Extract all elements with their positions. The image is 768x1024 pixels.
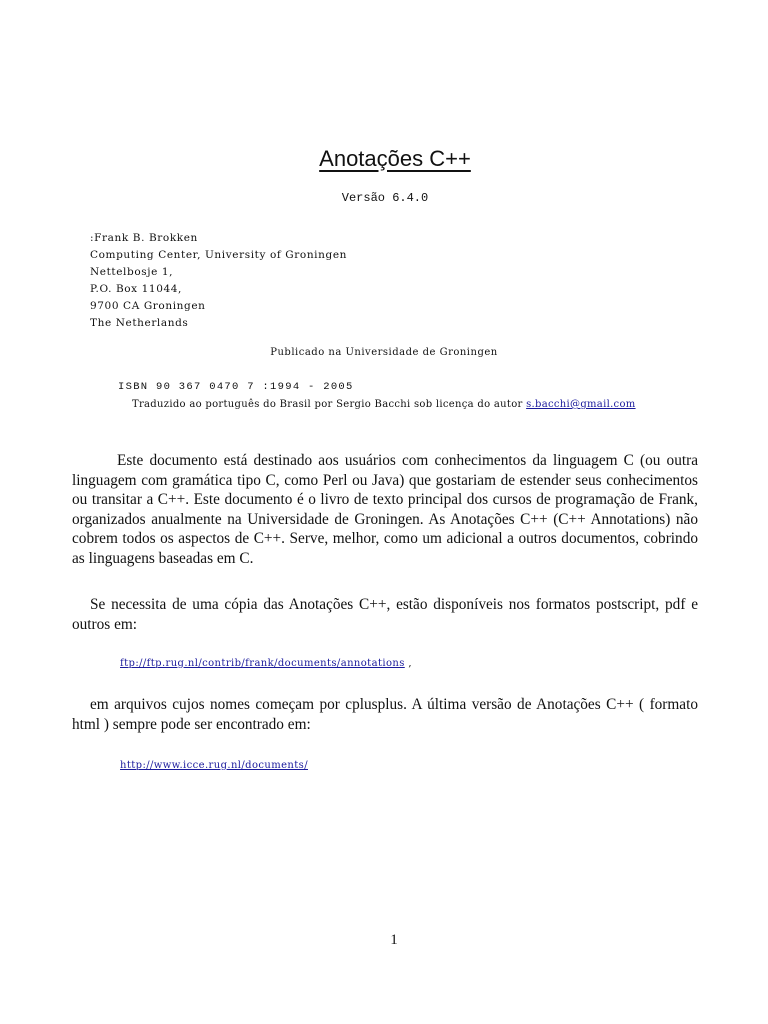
latest-version-paragraph: em arquivos cujos nomes começam por cplusplus. A última versão de Anotações C++ ( formato html ) sempre pode ser encontrado em: bbox=[72, 696, 698, 733]
intro-paragraph: Este documento está destinado aos usuários com conhecimentos da linguagem C (ou outra linguagem com gramática tipo C, como Perl ou Java) que gostariam de estender seus conhecimentos ou transitar a C++. Este documento é o livro de texto principal dos cursos de programação de Frank, organizados anualmente na Universidade de Groningen. As Anotações C++ (C++ Annotations) não cobrem todos os aspectos de C++. Serve, melhor, como um adicional a outros documentos, cobrindo as linguagens baseadas em C. bbox=[72, 452, 698, 567]
author-address-block bbox=[90, 230, 347, 332]
author-po-box: P.O. Box 11044, bbox=[90, 283, 182, 295]
page-number: 1 bbox=[390, 932, 398, 948]
author-street: Nettelbosje 1, bbox=[90, 266, 174, 278]
translator-email-link[interactable]: s.bacchi@gmail.com bbox=[526, 399, 636, 410]
ftp-link[interactable]: ftp://ftp.rug.nl/contrib/frank/documents/annotations bbox=[120, 658, 405, 669]
translation-text: Traduzido ao português do Brasil por Sergio Bacchi sob licença do autor bbox=[132, 399, 527, 410]
ftp-link-line bbox=[120, 658, 412, 669]
availability-paragraph: Se necessita de uma cópia das Anotações C++, estão disponíveis nos formatos postscript, pdf e outros em: bbox=[72, 596, 698, 633]
version-label: Versão 6.4.0 bbox=[341, 191, 429, 205]
document-title: Anotações C++ bbox=[319, 146, 471, 171]
translation-credit bbox=[132, 399, 636, 410]
ftp-link-suffix: , bbox=[404, 658, 412, 669]
http-link[interactable]: http://www.icce.rug.nl/documents/ bbox=[120, 760, 308, 771]
published-notice: Publicado na Universidade de Groningen bbox=[270, 347, 498, 358]
author-city: 9700 CA Groningen bbox=[90, 300, 206, 312]
author-name: :Frank B. Brokken bbox=[90, 232, 198, 244]
author-country: The Netherlands bbox=[90, 317, 189, 329]
http-link-line bbox=[120, 760, 308, 771]
isbn-line: ISBN 90 367 0470 7 :1994 - 2005 bbox=[118, 381, 354, 393]
author-institution: Computing Center, University of Groningen bbox=[90, 249, 348, 261]
